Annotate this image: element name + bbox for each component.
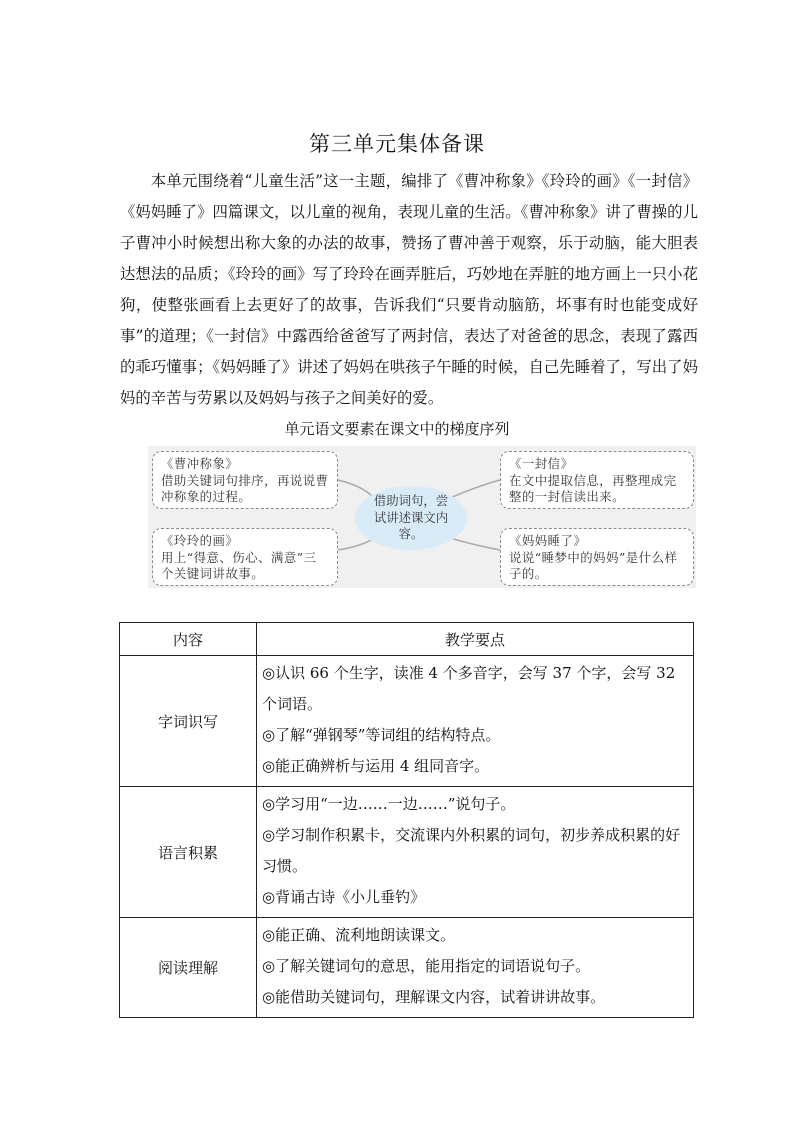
teaching-point: ◎能正确、流利地朗读课文。 [262, 926, 456, 944]
teaching-points-table [119, 622, 694, 1018]
diagram-box-title: 《妈妈睡了》 [509, 533, 587, 548]
diagram-box-text: 说说“睡梦中的妈妈”是什么样子的。 [509, 549, 678, 581]
diagram-center-oval [355, 486, 467, 550]
table-row-category: 阅读理解 [120, 918, 257, 1018]
table-row [120, 918, 694, 1018]
page-title: 第三单元集体备课 [309, 132, 485, 156]
teaching-point: ◎能借助关键词句，理解课文内容，试着讲讲故事。 [262, 988, 606, 1006]
diagram-box-letter [500, 451, 694, 509]
diagram-caption: 单元语文要素在课文中的梯度序列 [284, 420, 510, 438]
diagram-box-text: 用上“得意、伤心、满意”三个关键词讲故事。 [161, 549, 317, 581]
table-row-category: 语言积累 [120, 787, 257, 918]
diagram-center-text: 借助词句，尝试讲述课文内容。 [373, 493, 449, 542]
diagram-box-text: 在文中提取信息，再整理成完整的一封信读出来。 [509, 472, 677, 504]
table-row [120, 787, 694, 918]
table-header-row [120, 623, 694, 656]
table-row [120, 656, 694, 787]
diagram-box-title: 《一封信》 [509, 456, 574, 471]
teaching-point: ◎背诵古诗《小儿垂钓》 [262, 888, 426, 906]
teaching-point: ◎学习用“一边……一边……”说句子。 [262, 795, 516, 813]
table-row-points [257, 656, 694, 787]
table-header-content: 内容 [120, 623, 257, 656]
diagram-box-mama [500, 528, 694, 586]
teaching-point: ◎认识 66 个生字，读准 4 个多音字，会写 37 个字，会写 32 个词语。 [262, 664, 676, 713]
diagram-box-title: 《曹冲称象》 [161, 456, 239, 471]
diagram-box-lingling [152, 528, 338, 586]
table-row-points [257, 787, 694, 918]
teaching-point: ◎了解关键词句的意思，能用指定的词语说句子。 [262, 957, 591, 975]
diagram-box-title: 《玲玲的画》 [161, 533, 239, 548]
teaching-point: ◎学习制作积累卡，交流课内外积累的词句，初步养成积累的好习惯。 [262, 826, 681, 875]
diagram-box-text: 借助关键词句排序，再说说曹冲称象的过程。 [161, 472, 329, 504]
table-header-points: 教学要点 [257, 623, 694, 656]
teaching-point: ◎能正确辨析与运用 4 组同音字。 [262, 757, 490, 775]
table-row-category: 字词识写 [120, 656, 257, 787]
teaching-point: ◎了解“弹钢琴”等词组的结构特点。 [262, 726, 501, 744]
intro-paragraph: 本单元围绕着“儿童生活”这一主题，编排了《曹冲称象》《玲玲的画》《一封信》《妈妈睡了》四篇课文，以儿童的视角，表现儿童的生活。《曹冲称象》讲了曹操的儿子曹冲小时候想出称大象的办法的故事，赞扬了曹冲善于观察，乐于动脑，能大胆表达想法的品质；《玲玲的画》写了玲玲在画弄脏后，巧妙地在弄脏的地方画上一只小花狗，使整张画看上去更好了的故事，告诉我们“只要肯动脑筋，坏事有时也能变成好事”的道理；《一封信》中露西给爸爸写了两封信，表达了对爸爸的思念，表现了露西的乖巧懂事；《妈妈睡了》讲述了妈妈在哄孩子午睡的时候，自己先睡着了，写出了妈妈的辛苦与劳累以及妈妈与孩子之间美好的爱。 [120, 172, 698, 407]
table-row-points [257, 918, 694, 1018]
mind-map-diagram [148, 446, 696, 588]
diagram-box-caochong [152, 451, 338, 509]
